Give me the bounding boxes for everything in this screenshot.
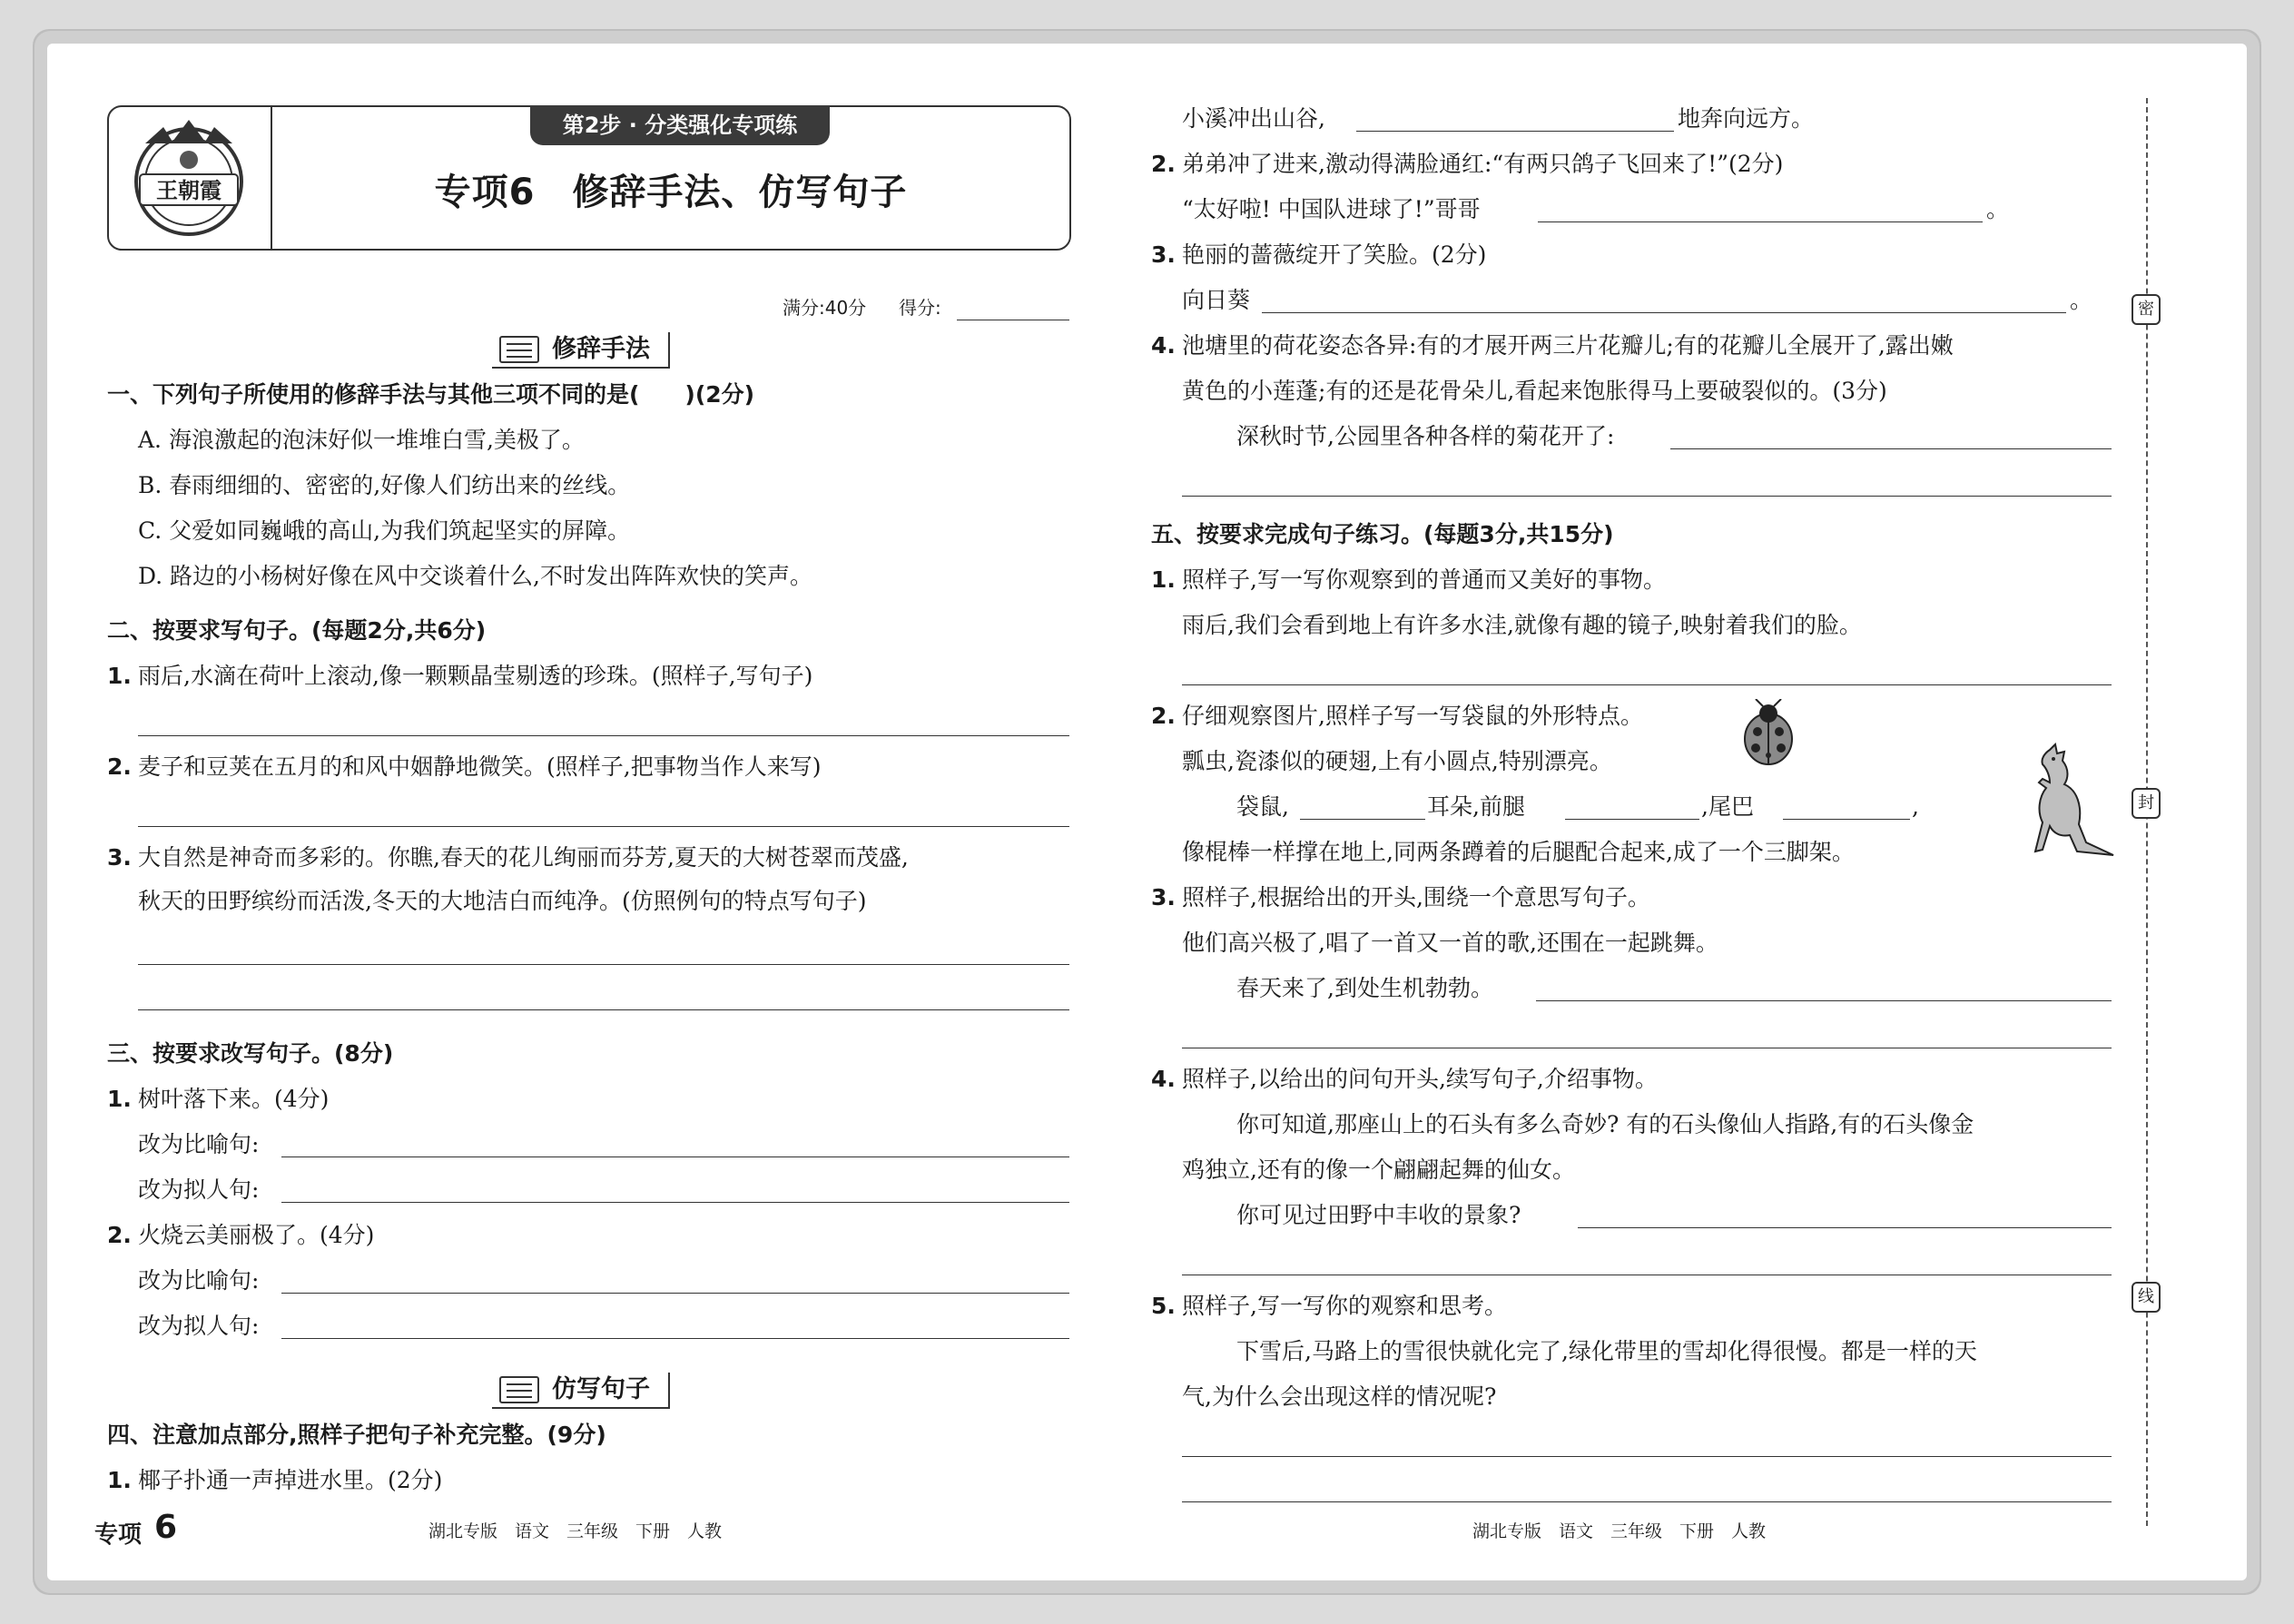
q4-2-prompt-a: “太好啦! 中国队进球了!”哥哥 (1182, 196, 1481, 222)
q5-5-example-b: 气,为什么会出现这样的情况呢? (1182, 1383, 1497, 1410)
q3-1-number: 1. (107, 1086, 132, 1112)
answer-line-q3-2-person[interactable] (281, 1338, 1069, 1339)
q5-2-example: 瓢虫,瓷漆似的硬翅,上有小圆点,特别漂亮。 (1182, 748, 1612, 774)
header-box (107, 105, 1071, 251)
q2-3-text-a: 大自然是神奇而多彩的。你瞧,春天的花儿绚丽而芬芳,夏天的大树苍翠而茂盛, (138, 844, 909, 871)
q2-1-number: 1. (107, 663, 132, 689)
q5-3-example: 他们高兴极了,唱了一首又一首的歌,还围在一起跳舞。 (1182, 930, 1718, 956)
q3-2-person-label: 改为拟人句: (138, 1313, 260, 1339)
worksheet (47, 44, 2247, 1580)
q1-option-a[interactable]: A. 海浪激起的泡沫好似一堆堆白雪,美极了。 (138, 427, 585, 453)
answer-line-q4-3[interactable] (1262, 312, 2066, 313)
answer-line-q5-5b[interactable] (1182, 1501, 2112, 1502)
answer-line-q3-2-simile[interactable] (281, 1293, 1069, 1294)
answer-line-q5-2-tail[interactable] (1783, 819, 1910, 820)
q4-2-number: 2. (1151, 151, 1176, 177)
q5-4-number: 4. (1151, 1066, 1176, 1092)
q4-3-number: 3. (1151, 241, 1176, 268)
q4-stem: 四、注意加点部分,照样子把句子补充完整。(9分) (107, 1422, 606, 1448)
q5-4-text: 照样子,以给出的问句开头,续写句子,介绍事物。 (1182, 1066, 1658, 1092)
footer-info-left: 湖北专版 语文 三年级 下册 人教 (428, 1521, 723, 1541)
q4-1-prompt-a: 小溪冲出山谷, (1182, 105, 1325, 132)
q4-3-text: 艳丽的蔷薇绽开了笑脸。(2分) (1182, 241, 1487, 268)
q5-5-example-a: 下雪后,马路上的雪很快就化完了,绿化带里的雪却化得很慢。都是一样的天 (1236, 1338, 1977, 1364)
q1-stem: 一、下列句子所使用的修辞手法与其他三项不同的是( )(2分) (107, 381, 755, 408)
notebook-icon (499, 1376, 539, 1403)
q4-1-text: 椰子扑通一声掉进水里。(2分) (138, 1467, 443, 1493)
q1-option-b[interactable]: B. 春雨细细的、密密的,好像人们纺出来的丝线。 (138, 472, 631, 498)
footer-page: 6 (154, 1509, 178, 1546)
q2-2-text: 麦子和豆荚在五月的和风中姻静地微笑。(照样子,把事物当作人来写) (138, 753, 822, 780)
kangaroo-picture (2023, 743, 2122, 861)
full-score: 满分:40分 (783, 297, 867, 319)
q2-1-text: 雨后,水滴在荷叶上滚动,像一颗颗晶莹剔透的珍珠。(照样子,写句子) (138, 663, 813, 689)
answer-line-q4-2[interactable] (1538, 221, 1983, 222)
footer-label: 专项 (94, 1521, 143, 1549)
answer-line-q5-1[interactable] (1182, 684, 2112, 685)
q4-3-prompt-a: 向日葵 (1182, 287, 1251, 313)
q5-1-number: 1. (1151, 566, 1176, 593)
q5-1-example: 雨后,我们会看到地上有许多水洼,就像有趣的镜子,映射着我们的脸。 (1182, 612, 1862, 638)
q3-1-person-label: 改为拟人句: (138, 1176, 260, 1203)
answer-line-q5-4a[interactable] (1578, 1227, 2112, 1228)
q5-2-prompt-4: , (1912, 793, 1919, 820)
answer-line-q2-2[interactable] (138, 826, 1069, 827)
answer-line-q2-3a[interactable] (138, 964, 1069, 965)
answer-line-q3-1-person[interactable] (281, 1202, 1069, 1203)
q5-3-number: 3. (1151, 884, 1176, 910)
answer-line-q2-3b[interactable] (138, 1009, 1069, 1010)
q2-3-number: 3. (107, 844, 132, 871)
answer-line-q5-5a[interactable] (1182, 1456, 2112, 1457)
page-title: 专项6 修辞手法、仿写句子 (434, 172, 908, 213)
q1-option-c[interactable]: C. 父爱如同巍峨的高山,为我们筑起坚实的屏障。 (138, 517, 631, 544)
q5-2-prompt-2: 耳朵,前腿 (1427, 793, 1525, 820)
q5-2-number: 2. (1151, 703, 1176, 729)
q5-2-text: 仔细观察图片,照样子写一写袋鼠的外形特点。 (1182, 703, 1643, 729)
q4-3-prompt-b: 。 (2070, 287, 2093, 313)
step-banner: 第2步 · 分类强化专项练 (530, 105, 830, 145)
q4-4-number: 4. (1151, 332, 1176, 359)
q5-2-prompt-3: ,尾巴 (1701, 793, 1754, 820)
q3-2-number: 2. (107, 1222, 132, 1248)
answer-line-q4-1[interactable] (1356, 131, 1674, 132)
q4-4-text-a: 池塘里的荷花姿态各异:有的才展开两三片花瓣儿;有的花瓣儿全展开了,露出嫩 (1182, 332, 1954, 359)
answer-line-q5-2-ears[interactable] (1300, 819, 1425, 820)
q5-stem: 五、按要求完成句子练习。(每题3分,共15分) (1151, 521, 1614, 547)
q5-2-prompt-5: 像棍棒一样撑在地上,同两条蹲着的后腿配合起来,成了一个三脚架。 (1182, 839, 1855, 865)
publisher-logo (109, 107, 272, 251)
section-tag-imitate: 仿写句子 (492, 1373, 670, 1409)
score-label: 得分: (899, 297, 941, 319)
q2-stem: 二、按要求写句子。(每题2分,共6分) (107, 617, 487, 644)
footer-info-right: 湖北专版 语文 三年级 下册 人教 (1472, 1521, 1767, 1541)
seal-mark-1: 密 (2132, 294, 2161, 325)
q2-2-number: 2. (107, 753, 132, 780)
q3-2-text: 火烧云美丽极了。(4分) (138, 1222, 375, 1248)
q4-2-prompt-b: 。 (1986, 196, 2010, 222)
q4-1-prompt-b: 地奔向远方。 (1678, 105, 1815, 132)
q5-2-prompt-1: 袋鼠, (1236, 793, 1289, 820)
q4-1-number: 1. (107, 1467, 132, 1493)
q5-1-text: 照样子,写一写你观察到的普通而又美好的事物。 (1182, 566, 1666, 593)
answer-line-q4-4b[interactable] (1182, 496, 2112, 497)
q5-4-example-a: 你可知道,那座山上的石头有多么奇妙? 有的石头像仙人指路,有的石头像金 (1236, 1111, 1974, 1137)
svg-text:王朝霞: 王朝霞 (156, 177, 222, 203)
q5-5-text: 照样子,写一写你的观察和思考。 (1182, 1293, 1507, 1319)
answer-line-q5-2-legs[interactable] (1565, 819, 1699, 820)
q5-3-prompt: 春天来了,到处生机勃勃。 (1236, 975, 1493, 1001)
q4-4-text-b: 黄色的小莲蓬;有的还是花骨朵儿,看起来饱胀得马上要破裂似的。(3分) (1182, 378, 1887, 404)
q3-1-simile-label: 改为比喻句: (138, 1131, 260, 1157)
ladybug-picture (1734, 699, 1803, 768)
q4-4-prompt: 深秋时节,公园里各种各样的菊花开了: (1236, 423, 1615, 449)
q5-4-example-b: 鸡独立,还有的像一个翩翩起舞的仙女。 (1182, 1156, 1575, 1183)
answer-line-q2-1[interactable] (138, 735, 1069, 736)
answer-line-q3-1-simile[interactable] (281, 1156, 1069, 1157)
answer-line-q5-3a[interactable] (1536, 1000, 2112, 1001)
seal-mark-3: 线 (2132, 1282, 2161, 1313)
notebook-icon (499, 336, 539, 363)
q2-3-text-b: 秋天的田野缤纷而活泼,冬天的大地洁白而纯净。(仿照例句的特点写句子) (138, 888, 867, 914)
answer-line-q4-4a[interactable] (1670, 448, 2112, 449)
section-tag-rhetoric: 修辞手法 (492, 332, 670, 369)
q5-5-number: 5. (1151, 1293, 1176, 1319)
q5-4-prompt: 你可见过田野中丰收的景象? (1236, 1202, 1521, 1228)
q5-3-text: 照样子,根据给出的开头,围绕一个意思写句子。 (1182, 884, 1650, 910)
q3-1-text: 树叶落下来。(4分) (138, 1086, 330, 1112)
q1-option-d[interactable]: D. 路边的小杨树好像在风中交谈着什么,不时发出阵阵欢快的笑声。 (138, 563, 812, 589)
q3-stem: 三、按要求改写句子。(8分) (107, 1040, 394, 1067)
q3-2-simile-label: 改为比喻句: (138, 1267, 260, 1294)
q4-2-text: 弟弟冲了进来,激动得满脸通红:“有两只鸽子飞回来了!”(2分) (1182, 151, 1784, 177)
seal-mark-2: 封 (2132, 788, 2161, 819)
